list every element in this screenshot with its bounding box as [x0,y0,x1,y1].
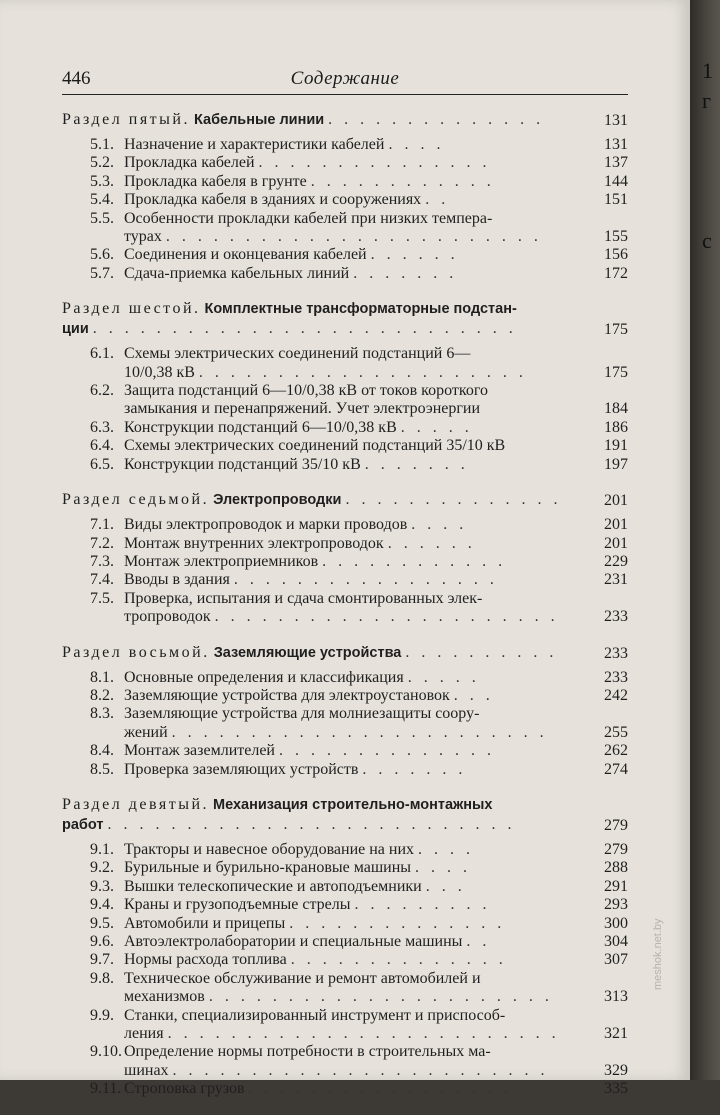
entry-line [62,191,628,209]
entry-title: Особенности прокладки кабелей при низких темпера- [124,209,493,227]
section-heading-line [62,319,628,339]
entry-line [62,535,628,553]
leader-dots: . . . . . . . . . . . . . . . . . [233,571,498,589]
watermark: meshok.net.by [652,918,664,990]
entry-number: 5.7. [90,264,114,282]
entry-line [62,915,628,933]
entry-number: 9.4. [90,896,114,914]
toc-entry [62,191,628,209]
entry-title: шинах [124,1061,169,1079]
entry-page-number: 155 [604,228,628,246]
entry-page-number: 288 [604,859,628,877]
leader-dots: . . . . . . . . . . . . . . . . . . . . . . [208,988,553,1006]
toc-entry [62,136,628,154]
entry-number: 7.1. [90,516,114,534]
entry-line [62,400,628,418]
entry-number: 7.5. [90,589,114,607]
entry-number: 9.1. [90,840,114,858]
leader-dots: . . . . . . . . . . . . . . [290,951,507,969]
section-page-number: 131 [604,112,628,129]
toc-section [62,643,628,779]
entry-number: 9.11. [90,1080,122,1098]
toc-entry [62,878,628,896]
entry-title: Автомобили и прицепы [124,914,286,932]
entry-page-number: 329 [604,1061,628,1079]
entry-line [62,571,628,589]
section-page-number: 233 [604,644,628,662]
entry-line [62,841,628,859]
section-heading-line [62,490,628,510]
leader-dots: . . . [425,877,466,895]
leader-dots: . . [466,933,491,950]
section-heading-line [62,110,628,130]
entry-page-number: 304 [604,933,628,950]
entry-title: жений [124,723,168,741]
leader-dots: . . . . . [407,668,480,686]
entry-line [62,382,628,400]
entry-line [62,516,628,534]
entry-number: 9.2. [90,859,114,877]
entry-title: тропроводок [124,608,211,626]
leader-dots: . . [425,191,450,209]
toc-entry [62,456,628,474]
entry-page-number: 321 [604,1025,628,1043]
entry-number: 9.9. [90,1006,114,1024]
entry-number: 5.2. [90,154,114,172]
entry-line [62,761,628,779]
leader-dots: . . . . . . . . . . . . . . . . . . . . . [198,363,527,381]
leader-dots: . . . . . . . . . . [405,643,558,661]
toc-entry [62,687,628,705]
entry-title: Автоэлектролаборатории и специальные машины [124,933,463,950]
toc-entry [62,742,628,760]
section-title: Механизация строительно-монтажных [213,796,493,813]
section-label: Раздел шестой. [62,300,201,318]
section-title: Кабельные линии [193,112,325,128]
entry-line [62,705,628,723]
entry-number: 8.4. [90,742,114,760]
leader-dots: . . . . . . . . . . . . . . . . . . . . . . . . . [167,1025,560,1043]
entry-page-number: 191 [604,437,628,455]
entry-page-number: 255 [604,723,628,741]
toc-section [62,299,628,474]
entry-number: 5.1. [90,136,114,153]
entry-title: Монтаж электроприемников [124,552,319,570]
entry-page-number: 156 [604,246,628,264]
leader-dots: . . . . . [400,418,473,436]
entry-page-number: 186 [604,418,628,436]
entry-page-number: 229 [604,552,628,570]
entry-line [62,1043,628,1061]
section-page-number: 279 [604,816,628,834]
entry-page-number: 201 [604,516,628,534]
entry-line [62,345,628,363]
leader-dots: . . . . . . . . . . . . . . . . . . . . . . . . [172,1061,549,1079]
entry-number: 6.3. [90,418,114,436]
entry-title: Сдача-приемка кабельных линий [124,264,350,282]
toc-entry [62,841,628,859]
entry-page-number: 197 [604,455,628,473]
leader-dots: . . . . . . . . . . . . . . . . . . . . . . [214,608,559,626]
entry-page-number: 172 [604,264,628,282]
toc-entry [62,669,628,687]
entry-line [62,437,628,455]
entry-number: 6.5. [90,455,114,473]
entry-page-number: 307 [604,951,628,969]
entry-number: 9.8. [90,969,114,987]
entry-title: Основные определения и классификация [124,668,404,686]
entry-title: Схемы электрических соединений подстанций 35/10 кВ [124,437,506,455]
entry-line [62,590,628,608]
section-label: Раздел восьмой. [62,643,210,661]
leader-dots: . . . . . . . . . . . . . . [345,491,562,509]
entry-line [62,878,628,896]
entry-title: Соединения и оконцевания кабелей [124,246,367,264]
entry-line [62,173,628,191]
entry-number: 5.3. [90,172,114,190]
entry-line [62,951,628,969]
entry-line [62,970,628,988]
entry-title: турах [124,228,162,246]
toc-entry [62,345,628,382]
entry-page-number: 201 [604,534,628,552]
section-label: Раздел седьмой. [62,491,210,509]
section-heading-line [62,815,628,835]
entry-page-number: 293 [604,896,628,914]
entry-number: 6.2. [90,382,114,400]
entry-title: Вводы в здания [124,571,230,589]
entry-line [62,742,628,760]
entry-title: Проверка, испытания и сдача смонтированных элек- [124,589,483,607]
entry-line [62,724,628,742]
section-page-number: 175 [604,321,628,339]
entry-line [62,456,628,474]
entry-line [62,246,628,264]
entry-page-number: 335 [604,1080,628,1098]
leader-dots: . . . . [388,136,445,153]
entry-line [62,896,628,914]
toc-entry [62,419,628,437]
entry-title: механизмов [124,988,205,1006]
toc-section [62,490,628,626]
toc-entry [62,1080,628,1098]
entry-number: 8.5. [90,760,114,778]
adjacent-page-edge [690,0,720,1080]
toc-entry [62,1007,628,1044]
entry-page-number: 233 [604,668,628,686]
entry-page-number: 175 [604,363,628,381]
section-page-number: 201 [604,492,628,510]
entry-title: Монтаж внутренних электропроводок [124,534,384,552]
section-title: Комплектные трансформаторные подстан- [204,301,517,318]
entry-page-number: 137 [604,154,628,172]
entry-number: 8.1. [90,668,114,686]
entry-title: Определение нормы потребности в строительных ма- [124,1043,491,1061]
adjacent-page-char: 1 [702,58,713,83]
entry-number: 7.2. [90,534,114,552]
toc-entry [62,382,628,419]
toc-entry [62,761,628,779]
section-label: Раздел девятый. [62,795,210,813]
entry-number: 9.10. [90,1043,122,1061]
leader-dots: . . . . . . [387,534,476,552]
entry-line [62,228,628,246]
toc-entry [62,896,628,914]
entry-page-number: 231 [604,571,628,589]
entry-line [62,419,628,437]
section-heading-line [62,795,628,815]
table-of-contents [62,110,628,1115]
entry-line [62,1025,628,1043]
leader-dots: . . . . . . . . . . . . . . . . . . . . . . . . . . . [92,320,517,338]
entry-title: Прокладка кабеля в зданиях и сооружениях [124,191,422,209]
entry-line [62,1007,628,1025]
entry-line [62,154,628,172]
entry-page-number: 233 [604,608,628,626]
toc-entry [62,933,628,951]
entry-title: замыкания и перенапряжений. Учет электроэнергии [124,400,481,418]
entry-line [62,608,628,626]
entry-number: 9.6. [90,933,114,950]
toc-entry [62,210,628,247]
leader-dots: . . . . . . . . . . . . [322,552,507,570]
leader-dots: . . . . . . . . . . . . . . . [258,154,491,172]
entry-title: Бурильные и бурильно-крановые машины [124,859,412,877]
leader-dots: . . . . [418,840,475,858]
page-number: 446 [62,68,91,89]
entry-number: 7.4. [90,571,114,589]
entry-number: 9.3. [90,877,114,895]
leader-dots: . . . . . . . . . . . . . . [279,742,495,760]
page-header [62,66,628,95]
entry-page-number: 313 [604,988,628,1006]
entry-title: Прокладка кабеля в грунте [124,172,307,190]
entry-title: Краны и грузоподъемные стрелы [124,896,351,914]
entry-line [62,988,628,1006]
entry-line [62,1080,628,1098]
toc-entry [62,571,628,589]
entry-page-number: 151 [604,191,628,209]
entry-title: Строповка грузов [124,1080,245,1098]
toc-entry [62,246,628,264]
entry-line [62,136,628,154]
leader-dots: . . . . . . . [362,760,467,778]
entry-line [62,265,628,283]
entry-number: 8.3. [90,705,114,723]
leader-dots: . . . . . . . . . . . . . . . . . [248,1080,513,1098]
entry-page-number: 131 [604,136,628,153]
entry-line [62,933,628,951]
entry-line [62,1062,628,1080]
entry-page-number: 184 [604,400,628,418]
leader-dots: . . . . . . . . . . . . . . . . . . . . . . . . [171,723,548,741]
entry-number: 5.4. [90,191,114,209]
entry-line [62,210,628,228]
toc-entry [62,154,628,172]
entry-page-number: 274 [604,760,628,778]
running-title: Содержание [290,68,400,89]
entry-line [62,859,628,877]
leader-dots: . . . . . . . . . . . . [310,172,495,190]
leader-dots: . . . . . . . [353,264,458,282]
entry-title: 10/0,38 кВ [124,363,195,381]
entry-title: ления [124,1025,164,1043]
toc-entry [62,970,628,1007]
toc-entry [62,705,628,742]
entry-number: 5.6. [90,246,114,264]
leader-dots: . . . . [411,516,468,534]
entry-number: 6.4. [90,437,114,455]
section-label: Раздел пятый. [62,111,190,128]
toc-section [62,110,628,283]
entry-title: Защита подстанций 6—10/0,38 кВ от токов короткого [124,382,489,400]
toc-entry [62,437,628,455]
entry-title: Станки, специализированный инструмент и приспособ- [124,1006,506,1024]
entry-page-number: 291 [604,877,628,895]
entry-page-number: 144 [604,172,628,190]
leader-dots: . . . . . . . . . [354,896,491,914]
entry-line [62,364,628,382]
section-title: Заземляющие устройства [213,644,402,661]
entry-number: 7.3. [90,552,114,570]
leader-dots: . . . . [415,859,472,877]
entry-page-number: 300 [604,914,628,932]
leader-dots: . . . . . . . . . . . . . . [289,914,506,932]
leader-dots: . . . . . . . . . . . . . . . . . . . . . . . . . . [107,815,516,833]
entry-title: Виды электропроводок и марки проводов [124,516,408,534]
entry-title: Вышки телескопические и автоподъемники [124,877,422,895]
adjacent-page-char: с [702,228,712,253]
toc-entry [62,553,628,571]
leader-dots: . . . . . . [370,246,459,264]
entry-title: Конструкции подстанций 35/10 кВ [124,455,361,473]
entry-title: Нормы расхода топлива [124,951,287,969]
section-title: Электропроводки [213,492,342,509]
entry-title: Тракторы и навесное оборудование на них [124,840,415,858]
toc-entry [62,859,628,877]
toc-entry [62,265,628,283]
toc-entry [62,1043,628,1080]
leader-dots: . . . . . . . . . . . . . . [328,111,545,128]
entry-number: 8.2. [90,686,114,704]
section-title: работ [62,816,104,833]
entry-page-number: 279 [604,840,628,858]
toc-entry [62,535,628,553]
entry-title: Схемы электрических соединений подстанций 6— [124,345,471,363]
entry-page-number: 242 [604,686,628,704]
adjacent-page-char: г [702,88,712,113]
toc-entry [62,915,628,933]
entry-title: Заземляющие устройства для электроустановок [124,686,450,704]
entry-number: 5.5. [90,209,114,227]
entry-title: Назначение и характеристики кабелей [124,136,385,153]
entry-title: Проверка заземляющих устройств [124,760,359,778]
entry-title: Техническое обслуживание и ремонт автомобилей и [124,969,481,987]
entry-line [62,687,628,705]
entry-number: 9.5. [90,914,114,932]
entry-title: Монтаж заземлителей [124,742,275,760]
entry-title: Конструкции подстанций 6—10/0,38 кВ [124,418,397,436]
entry-number: 6.1. [90,345,114,363]
entry-title: Заземляющие устройства для молниезащиты соору- [124,705,480,723]
toc-section [62,795,628,1099]
section-heading-line [62,643,628,663]
toc-entry [62,173,628,191]
entry-title: Прокладка кабелей [124,154,255,172]
entry-line [62,553,628,571]
entry-number: 9.7. [90,951,114,969]
entry-line [62,669,628,687]
leader-dots: . . . . . . . [364,455,469,473]
entry-page-number: 262 [604,742,628,760]
leader-dots: . . . . . . . . . . . . . . . . . . . . . . . . [165,228,542,246]
leader-dots: . . . [453,686,494,704]
toc-entry [62,590,628,627]
toc-entry [62,951,628,969]
section-title: ции [62,321,89,338]
toc-entry [62,516,628,534]
section-heading-line [62,299,628,319]
